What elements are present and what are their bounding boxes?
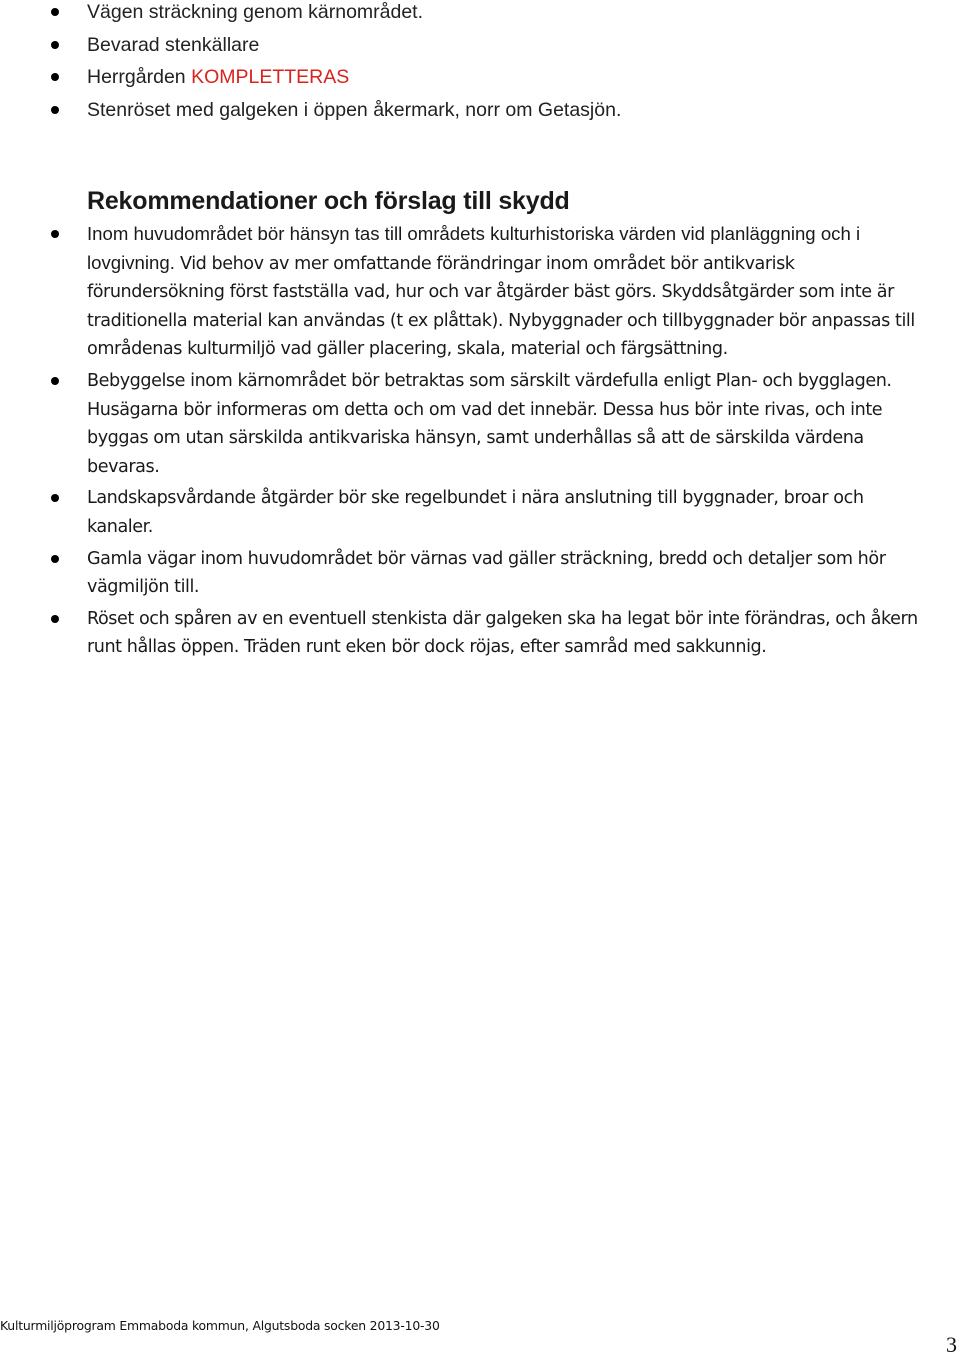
list-item [0, 367, 925, 481]
page-number: 3 [946, 1332, 957, 1357]
bullet-icon [51, 73, 59, 81]
bullet-icon [51, 8, 59, 16]
feature-list [0, 0, 930, 126]
list-item-text: Vägen sträckning genom kärnområdet. [87, 1, 424, 23]
bullet-icon [51, 555, 59, 563]
list-item-text: Bevarad stenkällare [87, 33, 260, 56]
bullet-icon [51, 106, 59, 114]
list-item [0, 61, 930, 94]
page-footer: Kulturmiljöprogram Emmaboda kommun, Algutsboda socken 2013-10-30 [0, 1318, 440, 1333]
recommendation-list [0, 220, 925, 662]
list-item [0, 94, 930, 127]
list-item-text: Landskapsvårdande åtgärder bör ske regelbundet i nära anslutning till byggnader, broar och kanaler. [87, 488, 864, 537]
list-item [0, 605, 925, 662]
list-item [0, 29, 930, 62]
section-heading: Rekommendationer och förslag till skydd [87, 187, 570, 215]
bullet-icon [51, 494, 59, 502]
bullet-icon [51, 230, 59, 238]
list-item-text: Herrgården [87, 66, 192, 88]
bullet-icon [51, 377, 59, 385]
bullet-icon [51, 615, 59, 623]
bullet-icon [51, 41, 59, 49]
list-item-text: Vid behov av mer omfattande förändringar inom området bör antikvarisk förundersökning först fastställa vad, hur och var åtgärder bäst görs. Skyddsåtgärder som inte är traditionella material kan användas (t ex plåttak). Nybyggnader och tillbyggnader bör anpassas till områdenas kulturmiljö vad gäller placering, skala, material och färgsättning. [87, 253, 915, 360]
list-item-text: Gamla vägar inom huvudområdet bör värnas vad gäller sträckning, bredd och detaljer som hör vägmiljön till. [87, 548, 886, 598]
list-item-text: Röset och spåren av en eventuell stenkista där galgeken ska ha legat bör inte förändras, och åkern runt hållas öppen. Träden runt eken bör dock röjas, efter samråd med sakkunnig. [87, 608, 918, 658]
list-item [0, 0, 930, 29]
list-item [0, 545, 925, 602]
list-item-text: Stenröset med galgeken i öppen åkermark, norr om Getasjön. [87, 98, 622, 121]
list-item [0, 484, 925, 541]
list-item [0, 220, 925, 364]
list-item-text: Bebyggelse inom kärnområdet bör betraktas som särskilt värdefulla enligt Plan- och bygglagen. Husägarna bör informeras om detta och om vad det innebär. Dessa hus bör inte rivas, och inte byggas om utan särskilda antikvariska hänsyn, samt underhållas så att de särskilda värdena bevaras. [87, 370, 892, 477]
highlight-text: KOMPLETTERAS [191, 66, 350, 88]
list-item-lead: Inom huvudområdet bör hänsyn tas till områdets kulturhistoriska värden vid planläggning och i lovgivning. [87, 223, 861, 273]
